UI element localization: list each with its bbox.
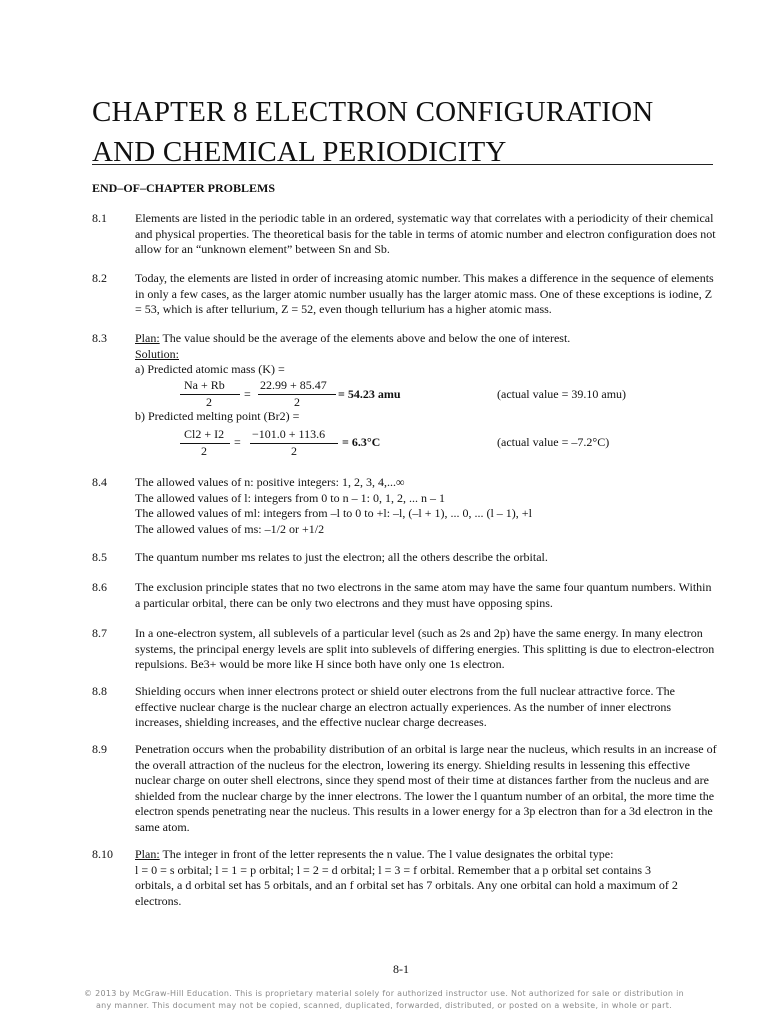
problem-text: Elements are listed in the periodic table in an ordered, systematic way that correlates with a periodicity of their chemical and physical properties. The theoretical basis for the table in terms of atomic number and electron configuration does not allow for an “unknown element” between Sn and Sb. xyxy=(135,211,716,256)
problem-8-8 xyxy=(92,684,717,731)
problem-text: The quantum number ms relates to just the electron; all the others describe the orbital. xyxy=(135,550,548,564)
problem-8-5 xyxy=(92,550,717,566)
equals-sign: = xyxy=(244,387,251,401)
orbital-types-line: l = 0 = s orbital; l = 1 = p orbital; l = 2 = d orbital; l = 3 = f orbital. Remember that a p orbital set contains 3 xyxy=(135,862,652,877)
equals-sign: = xyxy=(234,435,241,449)
problem-text: Today, the elements are listed in order of increasing atomic number. This makes a difference in the sequence of elements in only a few cases, as the larger atomic number usually has the larger atomic mass. One of these exceptions is iodine, Z = 53, which is after tellurium, Z = 52, even though tellurium has a higher atomic mass. xyxy=(135,271,714,316)
fraction-numerator: Cl2 + I2 xyxy=(184,427,225,441)
problem-text: Shielding occurs when inner electrons protect or shield outer electrons from the full nuclear attractive force. The effective nuclear charge is the nuclear charge an electron actually experiences. As the number of inner electrons increases, shielding increases, and the effective nuclear charge decreases. xyxy=(135,684,675,729)
problem-8-3 xyxy=(92,331,717,463)
actual-value: (actual value = 39.10 amu) xyxy=(497,387,627,401)
result-value: = 54.23 amu xyxy=(338,387,401,401)
problem-number: 8.5 xyxy=(92,550,107,564)
part-a-label: a) Predicted atomic mass (K) = xyxy=(135,362,285,376)
quantum-ml-line: The allowed values of ml: integers from –l to 0 to +l: –l, (–l + 1), ... 0, ... (l – 1), +l xyxy=(135,506,532,520)
plan-label: Plan: xyxy=(135,331,160,345)
problem-8-7 xyxy=(92,626,717,673)
problem-number: 8.6 xyxy=(92,580,107,594)
problem-number: 8.2 xyxy=(92,271,107,285)
problem-8-9 xyxy=(92,742,717,835)
actual-value: (actual value = –7.2°C) xyxy=(497,435,610,449)
fraction-numerator: −101.0 + 113.6 xyxy=(252,427,326,441)
problem-number: 8.7 xyxy=(92,626,107,640)
problem-number: 8.3 xyxy=(92,331,107,345)
problem-number: 8.1 xyxy=(92,211,107,225)
problem-number: 8.8 xyxy=(92,684,107,698)
problem-8-10 xyxy=(92,847,717,909)
quantum-ms-line: The allowed values of ms: –1/2 or +1/2 xyxy=(135,521,325,536)
result-value: = 6.3°C xyxy=(342,435,381,449)
fraction-numerator: Na + Rb xyxy=(184,378,225,392)
problem-number: 8.10 xyxy=(92,847,113,861)
plan-text: The value should be the average of the elements above and below the one of interest. xyxy=(159,331,571,345)
problem-8-4 xyxy=(92,475,717,537)
problem-8-2 xyxy=(92,271,717,318)
fraction-numerator: 22.99 + 85.47 xyxy=(260,378,327,392)
title-divider xyxy=(92,164,713,165)
problem-text: The exclusion principle states that no two electrons in the same atom may have the same four quantum numbers. Within a particular orbital, there can be only two electrons and they must have opposing spins. xyxy=(135,580,712,610)
fraction-denominator: 2 xyxy=(206,395,212,409)
problem-8-6 xyxy=(92,580,717,611)
problem-text: Penetration occurs when the probability distribution of an orbital is large near the nucleus, which results in an increase of the overall attraction of the nucleus for the electron, lowering its energy. Shielding results in lessening this effective nuclear charge on outer shell electrons, since they spend most of their time at distances farther from the nucleus and are shielded from the nuclear charge by the inner electrons. The lower the l quantum number of an orbital, the more time the electron spends penetrating near the nucleus. This results in a lower energy for a 3p electron than for a 3d electron in the same atom. xyxy=(135,742,717,834)
fraction-denominator: 2 xyxy=(291,444,297,458)
electrons-line: electrons. xyxy=(135,893,182,908)
quantum-l-line: The allowed values of l: integers from 0 to n – 1: 0, 1, 2, ... n – 1 xyxy=(135,490,445,505)
problem-number: 8.9 xyxy=(92,742,107,756)
page-number: 8-1 xyxy=(393,962,409,976)
part-b-label: b) Predicted melting point (Br2) = xyxy=(135,409,300,423)
section-heading: END–OF–CHAPTER PROBLEMS xyxy=(92,181,276,195)
orbital-sets-line: orbitals, a d orbital set has 5 orbitals, and an f orbital set has 7 orbitals. Any one orbital can hold a maximum of 2 xyxy=(135,878,678,892)
plan-label: Plan: xyxy=(135,847,160,861)
fraction-denominator: 2 xyxy=(294,395,300,409)
problem-8-1 xyxy=(92,211,717,258)
fraction-denominator: 2 xyxy=(201,444,207,458)
chapter-title: CHAPTER 8 ELECTRON CONFIGURATION AND CHEMICAL PERIODICITY xyxy=(92,96,654,168)
problem-text: In a one-electron system, all sublevels of a particular level (such as 2s and 2p) have the same energy. In many electron systems, the principal energy levels are split into sublevels of differing energies. This splitting is due to electron-electron repulsions. Be3+ would be more like H since both have only one 1s electron. xyxy=(135,626,715,671)
solution-label: Solution: xyxy=(135,346,180,361)
plan-text: The integer in front of the letter represents the n value. The l value designates the orbital type: xyxy=(159,847,614,861)
quantum-n-line: The allowed values of n: positive integers: 1, 2, 3, 4,...∞ xyxy=(135,475,405,489)
copyright-footer: © 2013 by McGraw-Hill Education. This is proprietary material solely for authorized instructor use. Not authorized for sale or distribution in any manner. This document may not be copied, scanned, duplicated, forwarded, distributed, or posted on a website, in whole or part. xyxy=(83,989,684,1010)
problem-number: 8.4 xyxy=(92,475,107,489)
